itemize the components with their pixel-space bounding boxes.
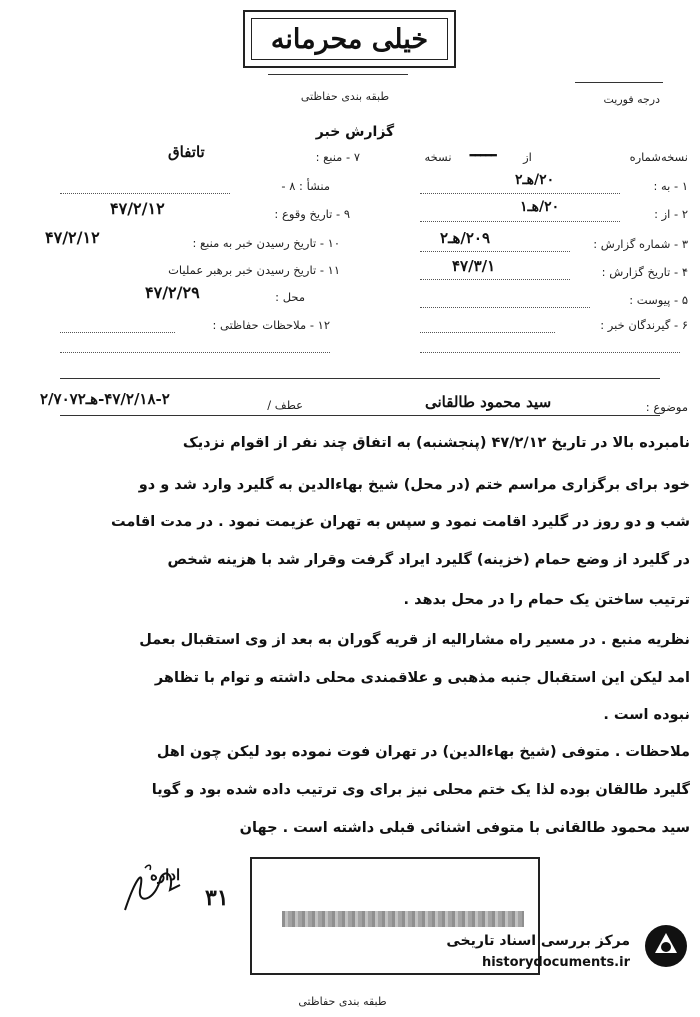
field-3-dots [420,251,570,252]
field-10-label: ۱۰ - تاریخ رسیدن خبر به منبع : [192,236,340,250]
field-7-value: تاتفاق [168,143,205,161]
field-5-label: ۵ - پیوست : [629,293,688,307]
field-1-value: ۲۰/هـ۲ [515,172,555,188]
archive-logo-icon [643,923,689,969]
field-12-dots-2 [60,352,330,353]
body-line-1: نامبرده بالا در تاریخ ۴۷/۲/۱۲ (پنجشنبه) به اتفاق چند نفر از اقوام نزدیک [182,435,690,451]
field-2-value: ۲۰/هـ۱ [520,199,560,215]
field-6-dots [420,332,555,333]
field-11-label: ۱۱ - تاریخ رسیدن خبر برهبر عملیات [168,263,340,277]
body-line-3: شب و دو روز در گلیرد اقامت نمود و سپس به تهران عزیمت نمود . در مدت اقامت [111,514,690,530]
bottom-stamp-stripe [282,911,524,927]
body-line-8: نبوده است . [603,707,690,723]
field-2-dots [420,221,620,222]
classification-label-bottom: طبقه بندی حفاظتی [298,995,387,1008]
field-4-dots [420,279,570,280]
report-title: گزارش خبر [315,124,395,140]
priority-line [575,82,663,83]
field-4-label: ۴ - تاریخ گزارش : [601,265,688,279]
field-12-label: ۱۲ - ملاحظات حفاظتی : [212,318,330,332]
subject-label: موضوع : [645,400,688,414]
body-line-11: سید محمود طالقانی با متوفی اشنائی قبلی داشته است . جهان [239,820,690,836]
body-line-2: خود برای برگزاری مراسم ختم (در محل) شیخ بهاءالدین به گلیرد وارد شد و دو [138,477,690,493]
field-1-dots [420,193,620,194]
field-9-label: ۹ - تاریخ وقوع : [274,207,350,221]
classification-stamp [243,10,456,68]
body-line-10: گلیرد طالقان بوده لذا یک ختم محلی نیز برای وی ترتیب داده شده بود و گویا [151,782,690,798]
header-separator [60,378,660,379]
body-line-6: نظریه منبع . در مسیر راه مشارالیه از قریه گوران به بعد از وی استقبال بعمل [139,632,690,648]
copy-from-label: از [523,150,532,164]
copy-number-label: نسخه‌شماره [629,150,688,164]
field-6-label: ۶ - گیرندگان خبر : [600,318,688,332]
field-1-label: ۱ - به : [653,179,688,193]
field-5-dots [420,307,590,308]
copy-suffix-label: نسخه [424,150,452,164]
field-10-value: ۴۷/۲/۱۲ [45,228,100,247]
field-4-value: ۴۷/۳/۱ [452,257,496,275]
subject-separator [60,415,660,416]
body-line-9: ملاحظات . متوفی (شیخ بهاءالدین) در تهران فوت نموده بود لیکن چون اهل [156,744,690,760]
subject-value: سید محمود طالقانی [425,393,552,411]
stamp-text: خیلی محرمانه [251,18,448,60]
priority-label: درجه فوریت [603,93,660,106]
field-6-dots-2 [420,352,680,353]
copy-number-mark: ـــــ [470,140,497,161]
field-2-label: ۲ - از : [654,207,688,221]
classification-label-top: طبقه بندی حفاظتی [300,90,390,103]
field-3-value: ۲۰۹/هـ۲ [440,229,491,247]
stamp-underline [268,74,408,75]
field-8-dots [60,193,230,194]
body-line-5: ترتیب ساختن یک حمام را در محل بدهد . [403,592,690,608]
field-7-label: ۷ - منبع : [315,150,360,164]
field-11-value: ۴۷/۲/۲۹ [145,283,200,302]
archive-name-en: historydocuments.ir [481,955,630,970]
field-12-dots [60,332,175,333]
signature-text: اداره [150,866,181,884]
reference-label: عطف / [267,398,303,412]
archive-name-fa: مرکز بررسی اسناد تاریخی [446,933,630,949]
field-9-value: ۴۷/۲/۱۲ [110,199,165,218]
handwritten-note: ۳۱ [205,885,229,911]
body-line-4: در گلیرد از وضع حمام (خزینه) گلیرد ایراد گرفت وقرار شد با هزینه شخص [167,552,690,568]
body-line-7: امد لیکن این استقبال جنبه مذهبی و علاقمندی محلی داشته و توام با تظاهر [154,670,690,686]
field-11-sub-label: محل : [275,290,305,304]
field-3-label: ۳ - شماره گزارش : [593,237,688,251]
field-8-label: منشأ : ۸ - [281,179,330,193]
reference-value: ۴۷/۲/۱۸-۲-هـ۲/۷۰۷۲ [40,390,170,408]
